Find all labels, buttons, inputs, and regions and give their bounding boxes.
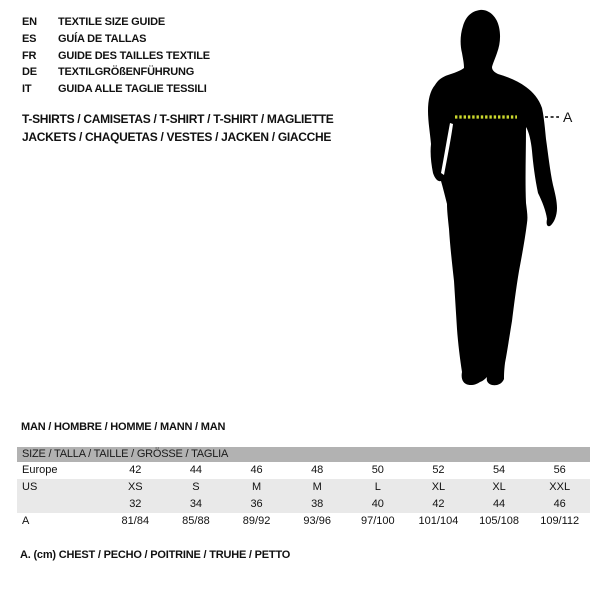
section-title-man: MAN / HOMBRE / HOMME / MANN / MAN bbox=[21, 421, 226, 433]
table-row-us-numeric bbox=[17, 496, 590, 513]
category-line-jackets: JACKETS / CHAQUETAS / VESTES / JACKEN / GIACCHE bbox=[22, 130, 332, 144]
garment-categories bbox=[22, 110, 334, 146]
table-cell: 42 bbox=[432, 498, 445, 510]
table-cell: 36 bbox=[250, 498, 263, 510]
table-row-europe bbox=[17, 462, 590, 479]
table-cell: 40 bbox=[371, 498, 384, 510]
language-list bbox=[22, 14, 210, 98]
table-cell: S bbox=[192, 481, 200, 493]
table-cell: 38 bbox=[311, 498, 324, 510]
language-label: TEXTILE SIZE GUIDE bbox=[58, 16, 166, 28]
language-row bbox=[22, 31, 210, 48]
language-row bbox=[22, 48, 210, 65]
language-code: IT bbox=[22, 83, 32, 96]
table-cell: 48 bbox=[311, 464, 324, 476]
language-row bbox=[22, 64, 210, 81]
table-row-us bbox=[17, 479, 590, 496]
measurement-footnote: A. (cm) CHEST / PECHO / POITRINE / TRUHE / PETTO bbox=[20, 549, 291, 561]
table-row-chest-a bbox=[17, 513, 590, 530]
size-table bbox=[17, 447, 590, 530]
table-cell: 93/96 bbox=[303, 515, 331, 527]
table-cell: 42 bbox=[129, 464, 142, 476]
language-code: EN bbox=[22, 16, 37, 28]
table-cell: L bbox=[374, 481, 381, 493]
table-cell: 52 bbox=[432, 464, 445, 476]
figure-area bbox=[418, 5, 578, 395]
table-cell: M bbox=[312, 481, 322, 493]
language-row bbox=[22, 81, 210, 98]
language-code: DE bbox=[22, 66, 37, 79]
table-cell: 85/88 bbox=[182, 515, 210, 527]
category-line-tshirts: T-SHIRTS / CAMISETAS / T-SHIRT / T-SHIRT / MAGLIETTE bbox=[22, 112, 334, 126]
row-label bbox=[17, 496, 105, 513]
table-cell: XS bbox=[127, 481, 143, 493]
table-cell: 46 bbox=[553, 498, 566, 510]
table-cell: 81/84 bbox=[121, 515, 150, 527]
table-cell: 34 bbox=[189, 498, 203, 510]
language-label: GUIDE DES TAILLES TEXTILE bbox=[58, 49, 210, 62]
table-cell: 105/108 bbox=[479, 515, 519, 527]
row-label: US bbox=[22, 481, 38, 493]
man-silhouette-icon bbox=[418, 5, 578, 395]
table-cell: 56 bbox=[553, 464, 566, 476]
measurement-a-label: A bbox=[563, 109, 573, 125]
table-cell: M bbox=[251, 481, 262, 493]
size-table-header: SIZE / TALLA / TAILLE / GRÖSSE / TAGLIA bbox=[17, 447, 590, 462]
table-cell: 89/92 bbox=[242, 515, 271, 527]
table-cell: XL bbox=[492, 481, 506, 493]
language-label: GUIDA ALLE TAGLIE TESSILI bbox=[58, 83, 207, 96]
language-code: ES bbox=[22, 32, 37, 45]
table-cell: 44 bbox=[189, 464, 203, 476]
table-cell: 44 bbox=[492, 498, 506, 510]
table-cell: 54 bbox=[492, 464, 506, 476]
man-silhouette-body bbox=[428, 10, 557, 385]
table-cell: 50 bbox=[371, 464, 384, 476]
table-cell: 46 bbox=[250, 464, 263, 476]
table-cell: 101/104 bbox=[418, 515, 459, 527]
language-row bbox=[22, 14, 210, 31]
table-cell: XL bbox=[431, 481, 446, 493]
table-cell: 97/100 bbox=[360, 515, 395, 527]
table-cell: XXL bbox=[549, 481, 571, 493]
table-cell: 109/112 bbox=[540, 515, 580, 527]
language-label: TEXTILGRÖßENFÜHRUNG bbox=[58, 66, 195, 79]
row-label: Europe bbox=[22, 464, 58, 476]
language-code: FR bbox=[22, 49, 37, 62]
row-label: A bbox=[22, 515, 30, 527]
language-label: GUÍA DE TALLAS bbox=[58, 32, 147, 45]
table-cell: 32 bbox=[129, 498, 142, 510]
